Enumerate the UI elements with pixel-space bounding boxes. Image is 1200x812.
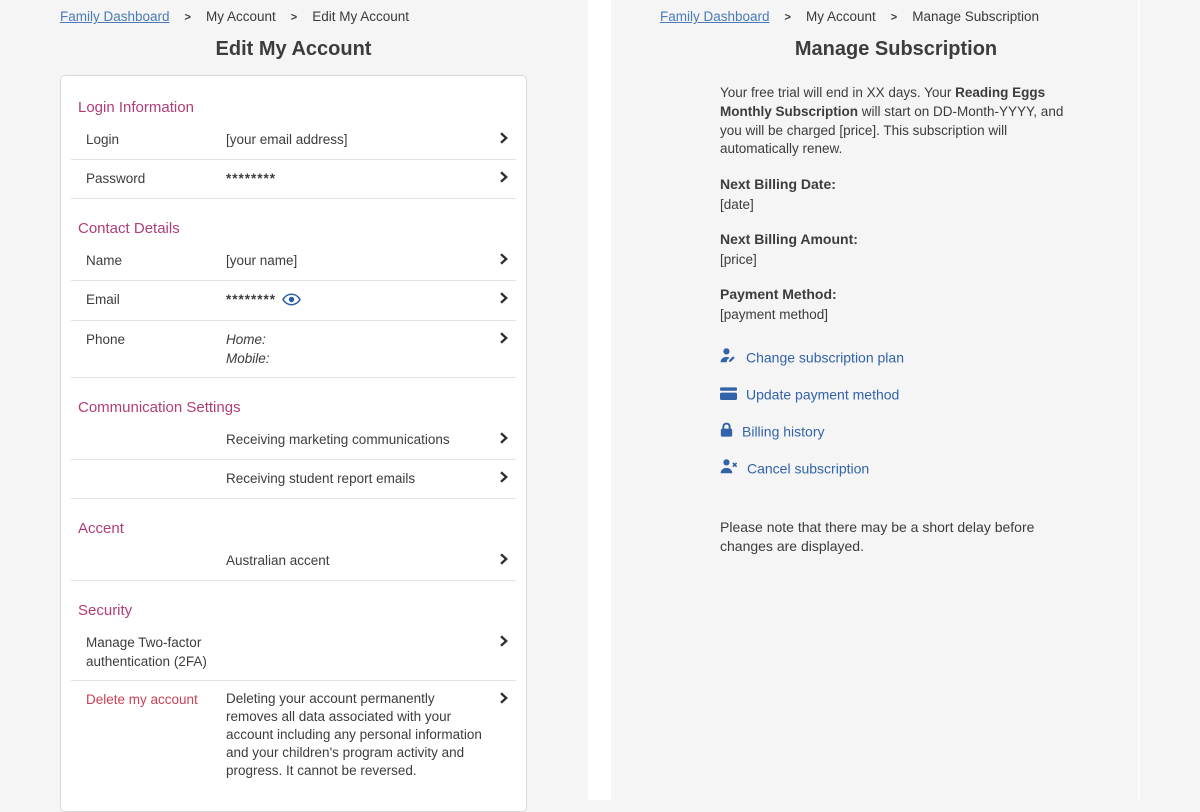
- chevron-right-icon: [498, 131, 516, 150]
- person-remove-icon: [720, 459, 738, 479]
- row-label: Delete my account: [86, 690, 226, 709]
- breadcrumb-item-family-dashboard[interactable]: Family Dashboard: [60, 9, 170, 24]
- chevron-right-icon: [498, 431, 516, 450]
- page-margin: [1138, 0, 1200, 800]
- row-value: Australian accent: [226, 551, 498, 570]
- section-heading-security: Security: [71, 601, 516, 621]
- delay-note: Please note that there may be a short delay before changes are displayed.: [720, 518, 1072, 556]
- chevron-right-icon: [498, 170, 516, 189]
- manage-subscription-screen: [611, 0, 1138, 800]
- edit-account-screen: [0, 0, 588, 800]
- subscription-content: [720, 84, 1072, 556]
- breadcrumb: [60, 9, 588, 24]
- intro-segment: will start on DD-Month-YYYY, and you will be charged [price]. This subscription will automatically renew.: [720, 104, 1063, 157]
- row-value: ********: [226, 290, 498, 311]
- account-row-email[interactable]: [71, 281, 516, 321]
- row-label: Phone: [86, 330, 226, 349]
- link-update-payment-method[interactable]: [720, 385, 1072, 405]
- account-row-password[interactable]: [71, 160, 516, 199]
- row-value: Deleting your account permanently removes all data associated with your account including any personal information and your children's program activity and progress. It cannot be reversed.: [226, 690, 498, 780]
- billing-label: Next Billing Date:: [720, 175, 1072, 193]
- breadcrumb-separator-icon: >: [185, 11, 191, 23]
- breadcrumb: [660, 9, 1138, 24]
- section-accent: [71, 519, 516, 581]
- billing-details: [720, 175, 1072, 324]
- row-value-line: Home:: [226, 330, 488, 349]
- panel-divider: [588, 0, 611, 800]
- chevron-right-icon: [498, 252, 516, 271]
- breadcrumb-item-family-dashboard[interactable]: Family Dashboard: [660, 9, 770, 24]
- row-label: Email: [86, 290, 226, 309]
- breadcrumb-item-edit-my-account: Edit My Account: [312, 9, 409, 24]
- billing-item-next-billing-amount: [720, 230, 1072, 269]
- section-heading-contact-details: Contact Details: [71, 219, 516, 239]
- link-billing-history[interactable]: [720, 422, 1072, 442]
- section-login-information: [71, 98, 516, 199]
- account-row-delete-my-account[interactable]: [71, 681, 516, 789]
- account-row-receiving-marketing-communications[interactable]: [71, 421, 516, 460]
- page-title: Manage Subscription: [720, 37, 1072, 61]
- row-value: [226, 330, 498, 368]
- link-label: Cancel subscription: [747, 459, 869, 479]
- intro-segment: Reading Eggs Monthly Subscription: [720, 85, 1045, 119]
- person-edit-icon: [720, 348, 737, 368]
- credit-card-icon: [720, 385, 737, 405]
- account-row-manage-two-factor-authentication-2fa[interactable]: [71, 624, 516, 681]
- billing-value: [date]: [720, 196, 1072, 214]
- breadcrumb-separator-icon: >: [785, 11, 791, 23]
- section-security: [71, 601, 516, 789]
- section-heading-login-information: Login Information: [71, 98, 516, 118]
- account-row-receiving-student-report-emails[interactable]: [71, 460, 516, 499]
- billing-value: [price]: [720, 251, 1072, 269]
- chevron-right-icon: [498, 552, 516, 571]
- breadcrumb-item-manage-subscription: Manage Subscription: [912, 9, 1039, 24]
- row-label: Name: [86, 251, 226, 270]
- link-change-subscription-plan[interactable]: [720, 348, 1072, 368]
- chevron-right-icon: [498, 691, 516, 710]
- breadcrumb-separator-icon: >: [291, 11, 297, 23]
- breadcrumb-separator-icon: >: [891, 11, 897, 23]
- billing-value: [payment method]: [720, 306, 1072, 324]
- link-label: Billing history: [742, 422, 824, 442]
- breadcrumb-item-my-account: My Account: [806, 9, 876, 24]
- link-label: Change subscription plan: [746, 348, 904, 368]
- row-label: Login: [86, 130, 226, 149]
- section-communication-settings: [71, 398, 516, 499]
- row-value: [your email address]: [226, 130, 498, 149]
- row-value-line: Mobile:: [226, 349, 488, 368]
- section-heading-communication-settings: Communication Settings: [71, 398, 516, 418]
- row-label: Manage Two-factor authentication (2FA): [86, 633, 226, 671]
- account-row-name[interactable]: [71, 242, 516, 281]
- intro-segment: Your free trial will end in XX days. Your: [720, 85, 955, 100]
- account-row-login[interactable]: [71, 121, 516, 160]
- section-contact-details: [71, 219, 516, 378]
- link-cancel-subscription[interactable]: [720, 459, 1072, 479]
- billing-label: Next Billing Amount:: [720, 230, 1072, 248]
- billing-item-payment-method: [720, 285, 1072, 324]
- page-title: Edit My Account: [60, 37, 527, 61]
- row-value: [your name]: [226, 251, 498, 270]
- billing-label: Payment Method:: [720, 285, 1072, 303]
- subscription-actions: [720, 348, 1072, 479]
- billing-item-next-billing-date: [720, 175, 1072, 214]
- account-row-phone[interactable]: [71, 321, 516, 378]
- chevron-right-icon: [498, 470, 516, 489]
- edit-account-card: [60, 75, 527, 812]
- row-value: Receiving student report emails: [226, 469, 498, 488]
- lock-icon: [720, 422, 733, 442]
- row-label: Password: [86, 169, 226, 188]
- trial-summary-text: [720, 84, 1072, 159]
- row-value: ********: [226, 169, 498, 188]
- chevron-right-icon: [498, 291, 516, 310]
- breadcrumb-item-my-account: My Account: [206, 9, 276, 24]
- chevron-right-icon: [498, 634, 516, 653]
- link-label: Update payment method: [746, 385, 899, 405]
- chevron-right-icon: [498, 331, 516, 350]
- eye-icon[interactable]: [282, 292, 301, 311]
- account-row-australian-accent[interactable]: [71, 542, 516, 581]
- section-heading-accent: Accent: [71, 519, 516, 539]
- row-value: Receiving marketing communications: [226, 430, 498, 449]
